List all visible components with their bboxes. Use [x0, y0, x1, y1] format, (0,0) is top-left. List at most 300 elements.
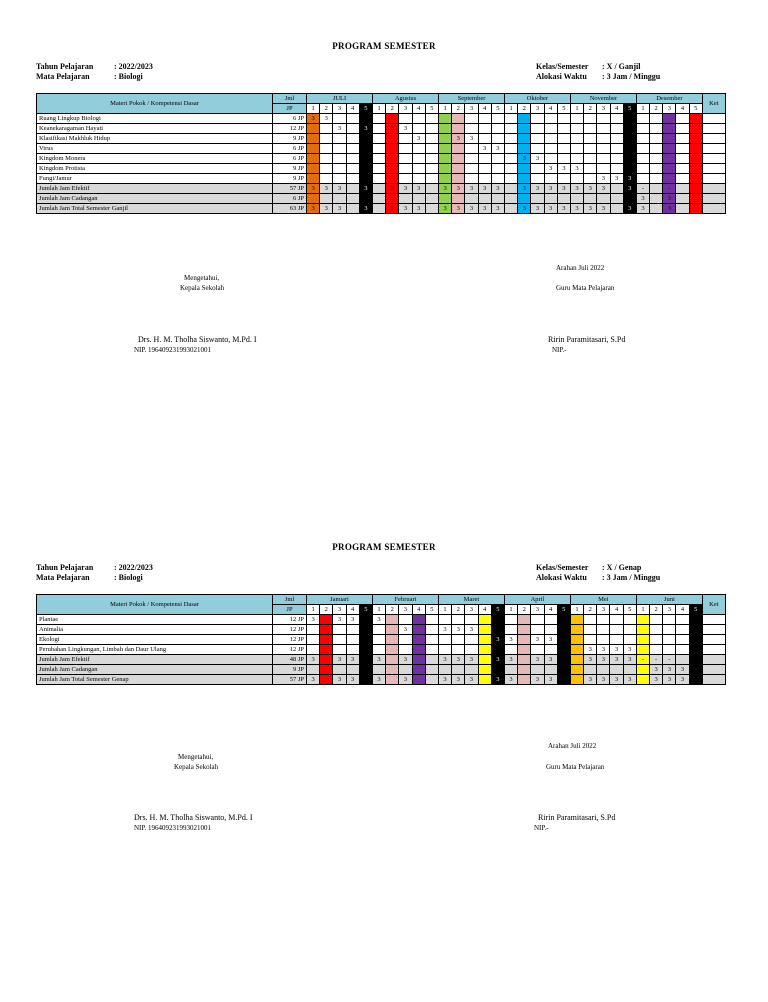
week-cell: [518, 675, 531, 685]
week-cell: 3: [307, 114, 320, 124]
guru-nip: NIP.-: [534, 824, 549, 832]
week-cell: 3: [597, 645, 610, 655]
week-cell: [320, 164, 333, 174]
week-number: 3: [663, 104, 676, 114]
ket-cell: [702, 184, 725, 194]
week-cell: [412, 114, 425, 124]
materi-cell: Jumlah Jam Total Semester Genap: [37, 675, 273, 685]
week-number: 1: [307, 104, 320, 114]
week-cell: [373, 144, 386, 154]
week-cell: 3: [544, 164, 557, 174]
week-cell: 3: [307, 675, 320, 685]
place-date: Arahan Juli 2022: [548, 742, 597, 750]
week-cell: [663, 134, 676, 144]
mata-pelajaran: [36, 72, 143, 82]
kelas-semester: [536, 62, 640, 72]
week-cell: [504, 645, 517, 655]
header-jml: Jml: [273, 94, 307, 104]
week-cell: [320, 675, 333, 685]
week-number: 5: [359, 605, 372, 615]
jp-cell: 12 JP: [273, 645, 307, 655]
week-cell: 3: [412, 184, 425, 194]
page-title: PROGRAM SEMESTER: [332, 41, 436, 51]
week-cell: 3: [359, 124, 372, 134]
week-cell: [346, 665, 359, 675]
week-cell: [623, 615, 636, 625]
week-cell: [504, 625, 517, 635]
guru-name: Ririn Paramitasari, S.Pd: [548, 335, 626, 344]
week-cell: [504, 174, 517, 184]
week-cell: [346, 144, 359, 154]
week-cell: 3: [584, 184, 597, 194]
kepsek-label: Kepala Sekolah: [180, 284, 225, 292]
table-row: [37, 134, 726, 144]
week-cell: [465, 114, 478, 124]
week-cell: [399, 635, 412, 645]
table-row: [37, 144, 726, 154]
week-number: 3: [333, 104, 346, 114]
week-cell: [438, 114, 451, 124]
week-cell: [425, 625, 438, 635]
week-cell: 3: [676, 665, 689, 675]
week-cell: [597, 114, 610, 124]
week-cell: [623, 124, 636, 134]
week-cell: [412, 154, 425, 164]
week-cell: [320, 625, 333, 635]
week-cell: [663, 144, 676, 154]
materi-cell: Fungi/Jamur: [37, 174, 273, 184]
ket-cell: [702, 665, 725, 675]
week-number: 1: [372, 605, 385, 615]
week-cell: 3: [518, 204, 531, 214]
week-number: 2: [320, 605, 333, 615]
week-number: 5: [491, 104, 504, 114]
week-cell: [399, 164, 412, 174]
week-cell: [663, 635, 676, 645]
week-cell: 3: [438, 675, 451, 685]
week-cell: 3: [518, 184, 531, 194]
week-cell: [518, 615, 531, 625]
week-cell: [359, 134, 372, 144]
week-cell: [425, 164, 438, 174]
week-cell: [491, 615, 504, 625]
mapel-value: : Biologi: [114, 72, 143, 81]
week-number: 2: [518, 605, 531, 615]
week-cell: 3: [333, 184, 346, 194]
week-cell: [689, 204, 702, 214]
week-cell: [425, 154, 438, 164]
ket-cell: [702, 164, 725, 174]
week-cell: [372, 635, 385, 645]
week-cell: 3: [399, 675, 412, 685]
week-cell: [636, 144, 649, 154]
week-number: 5: [557, 104, 570, 114]
week-number: 5: [425, 104, 438, 114]
materi-cell: Klasifikasi Makhluk Hidup: [37, 134, 273, 144]
week-cell: 3: [452, 675, 465, 685]
materi-cell: Kingdom Monera: [37, 154, 273, 164]
week-cell: 3: [597, 655, 610, 665]
week-cell: [491, 154, 504, 164]
week-cell: 3: [452, 204, 465, 214]
mengetahui: Mengetahui,: [184, 274, 220, 282]
week-cell: [504, 204, 517, 214]
week-cell: [676, 194, 689, 204]
kelas-value: : X / Genap: [602, 563, 642, 572]
week-cell: [491, 645, 504, 655]
week-cell: [650, 134, 663, 144]
week-cell: [307, 164, 320, 174]
materi-cell: Ekologi: [37, 635, 273, 645]
week-cell: [438, 174, 451, 184]
week-cell: -: [636, 184, 649, 194]
week-cell: [346, 154, 359, 164]
week-cell: 3: [438, 655, 451, 665]
week-cell: [584, 134, 597, 144]
week-cell: [689, 665, 702, 675]
week-cell: [557, 635, 570, 645]
kepsek-nip: NIP. 196409231993021001: [134, 824, 212, 832]
week-number: 1: [636, 605, 649, 615]
week-cell: [544, 134, 557, 144]
week-cell: [663, 174, 676, 184]
week-cell: [346, 114, 359, 124]
week-cell: [544, 194, 557, 204]
week-cell: [478, 675, 491, 685]
week-cell: 3: [597, 184, 610, 194]
week-cell: [650, 615, 663, 625]
guru-name: Ririn Paramitasari, S.Pd: [538, 813, 616, 822]
week-cell: [570, 635, 583, 645]
week-cell: 3: [610, 174, 623, 184]
week-cell: [452, 114, 465, 124]
jp-cell: 6 JP: [273, 114, 307, 124]
week-cell: [373, 184, 386, 194]
week-cell: [518, 655, 531, 665]
week-cell: [478, 645, 491, 655]
week-number: 2: [650, 104, 663, 114]
week-cell: [491, 114, 504, 124]
jp-cell: 12 JP: [273, 625, 307, 635]
week-cell: [478, 665, 491, 675]
schedule-table: [36, 594, 726, 685]
week-cell: -: [663, 655, 676, 665]
week-number: 1: [570, 605, 583, 615]
week-cell: 3: [676, 675, 689, 685]
tahun-label: Tahun Pelajaran: [36, 62, 94, 71]
table-row: [37, 635, 726, 645]
table-row: [37, 124, 726, 134]
week-cell: [412, 625, 425, 635]
table-row: [37, 194, 726, 204]
week-cell: [570, 124, 583, 134]
week-cell: [570, 114, 583, 124]
week-cell: [346, 124, 359, 134]
week-cell: [689, 134, 702, 144]
week-number: 5: [359, 104, 372, 114]
week-cell: [478, 174, 491, 184]
week-cell: 3: [650, 665, 663, 675]
week-cell: [597, 154, 610, 164]
week-cell: [584, 144, 597, 154]
week-cell: [386, 645, 399, 655]
week-cell: [676, 625, 689, 635]
week-cell: [689, 615, 702, 625]
week-number: 1: [504, 104, 517, 114]
week-cell: [610, 204, 623, 214]
week-cell: [544, 114, 557, 124]
month-header: Desember: [636, 94, 702, 104]
week-cell: [372, 645, 385, 655]
week-cell: [570, 174, 583, 184]
week-cell: [584, 625, 597, 635]
week-cell: 3: [465, 655, 478, 665]
week-cell: 3: [544, 184, 557, 194]
kepsek-nip: NIP. 196409231993021001: [134, 346, 212, 354]
kelas-semester: [536, 563, 641, 573]
week-cell: [438, 194, 451, 204]
month-header: November: [570, 94, 636, 104]
table-row: [37, 625, 726, 635]
week-cell: [373, 124, 386, 134]
week-cell: 3: [333, 655, 346, 665]
week-cell: [531, 174, 544, 184]
week-number: 4: [478, 104, 491, 114]
week-cell: [557, 144, 570, 154]
week-cell: [676, 154, 689, 164]
week-number: 2: [452, 605, 465, 615]
week-cell: [504, 114, 517, 124]
week-cell: 3: [346, 655, 359, 665]
week-cell: [623, 134, 636, 144]
week-cell: [570, 194, 583, 204]
week-number: 1: [570, 104, 583, 114]
week-cell: [465, 124, 478, 134]
week-cell: [346, 635, 359, 645]
week-cell: [320, 154, 333, 164]
month-header: Mei: [570, 595, 636, 605]
week-cell: [584, 194, 597, 204]
table-row: [37, 204, 726, 214]
week-cell: [544, 124, 557, 134]
materi-cell: Virus: [37, 144, 273, 154]
week-cell: [386, 194, 399, 204]
week-cell: 3: [491, 184, 504, 194]
week-cell: [373, 174, 386, 184]
week-cell: [386, 665, 399, 675]
ket-cell: [702, 655, 725, 665]
week-cell: [307, 134, 320, 144]
ket-cell: [702, 174, 725, 184]
week-cell: [544, 154, 557, 164]
week-cell: [333, 625, 346, 635]
week-cell: [689, 645, 702, 655]
week-cell: [399, 194, 412, 204]
header-jml: Jml: [273, 595, 307, 605]
week-cell: 3: [346, 615, 359, 625]
week-cell: 3: [597, 204, 610, 214]
week-cell: [650, 164, 663, 174]
week-cell: [399, 154, 412, 164]
tahun-value: : 2022/2023: [114, 62, 153, 71]
mapel-label: Mata Pelajaran: [36, 573, 90, 582]
week-cell: [307, 144, 320, 154]
week-cell: [452, 665, 465, 675]
alokasi-value: : 3 Jam / Minggu: [602, 573, 661, 582]
month-header: Juni: [636, 595, 702, 605]
week-number: 3: [597, 104, 610, 114]
week-cell: 3: [399, 124, 412, 134]
week-cell: [531, 114, 544, 124]
week-cell: [346, 625, 359, 635]
week-cell: [438, 645, 451, 655]
week-cell: [425, 675, 438, 685]
header-ket: Ket: [702, 595, 725, 615]
week-cell: [320, 615, 333, 625]
week-cell: [373, 114, 386, 124]
ket-cell: [702, 144, 725, 154]
week-cell: 3: [531, 204, 544, 214]
week-cell: [399, 615, 412, 625]
week-cell: [650, 184, 663, 194]
week-cell: 3: [478, 184, 491, 194]
week-cell: [307, 174, 320, 184]
week-cell: [610, 615, 623, 625]
week-cell: [412, 174, 425, 184]
week-number: 3: [333, 605, 346, 615]
week-number: 4: [544, 104, 557, 114]
week-cell: [438, 164, 451, 174]
week-cell: [557, 124, 570, 134]
week-cell: [557, 114, 570, 124]
table-row: [37, 675, 726, 685]
week-cell: [531, 124, 544, 134]
ket-cell: [702, 645, 725, 655]
week-cell: [425, 655, 438, 665]
week-cell: [689, 655, 702, 665]
week-cell: 3: [491, 635, 504, 645]
week-cell: [452, 164, 465, 174]
week-cell: [636, 645, 649, 655]
mata-pelajaran: [36, 573, 143, 583]
week-cell: [689, 184, 702, 194]
week-number: 4: [346, 605, 359, 615]
week-cell: [610, 665, 623, 675]
week-cell: [636, 134, 649, 144]
week-cell: [320, 134, 333, 144]
week-cell: [689, 675, 702, 685]
week-cell: [610, 164, 623, 174]
month-header: September: [438, 94, 504, 104]
week-cell: [504, 124, 517, 134]
week-cell: [320, 194, 333, 204]
week-cell: [359, 144, 372, 154]
week-cell: [333, 635, 346, 645]
week-cell: 3: [636, 204, 649, 214]
table-row: [37, 665, 726, 675]
week-number: 2: [518, 104, 531, 114]
week-cell: [636, 154, 649, 164]
week-cell: [597, 625, 610, 635]
header-ket: Ket: [702, 94, 725, 114]
jp-cell: 9 JP: [273, 174, 307, 184]
place-date: Arahan Juli 2022: [556, 264, 605, 272]
week-cell: [452, 615, 465, 625]
week-cell: [636, 675, 649, 685]
week-number: 5: [623, 104, 636, 114]
week-cell: 3: [663, 194, 676, 204]
week-cell: 3: [346, 675, 359, 685]
week-cell: [518, 645, 531, 655]
week-cell: [478, 134, 491, 144]
week-cell: 3: [570, 204, 583, 214]
week-cell: 3: [584, 675, 597, 685]
week-cell: [597, 665, 610, 675]
week-cell: [346, 204, 359, 214]
tahun-value: : 2022/2023: [114, 563, 153, 572]
week-cell: [438, 144, 451, 154]
week-cell: [373, 164, 386, 174]
week-cell: 3: [650, 675, 663, 685]
jp-cell: 9 JP: [273, 665, 307, 675]
week-cell: 3: [610, 655, 623, 665]
week-cell: [386, 635, 399, 645]
jp-cell: 57 JP: [273, 675, 307, 685]
week-cell: [478, 114, 491, 124]
week-cell: [518, 194, 531, 204]
kepsek-name: Drs. H. M. Tholha Siswanto, M.Pd. I: [138, 335, 257, 344]
week-cell: 3: [531, 635, 544, 645]
week-cell: [676, 184, 689, 194]
week-cell: [438, 635, 451, 645]
week-cell: [412, 194, 425, 204]
table-row: [37, 154, 726, 164]
week-number: 3: [399, 605, 412, 615]
week-cell: 3: [320, 204, 333, 214]
week-cell: 3: [491, 655, 504, 665]
week-cell: 3: [478, 144, 491, 154]
week-cell: [689, 635, 702, 645]
week-cell: [676, 144, 689, 154]
table-row: [37, 114, 726, 124]
week-number: 5: [557, 605, 570, 615]
week-cell: [399, 114, 412, 124]
week-cell: [320, 635, 333, 645]
week-cell: [570, 655, 583, 665]
week-number: 2: [650, 605, 663, 615]
week-cell: 3: [333, 675, 346, 685]
week-cell: [359, 665, 372, 675]
week-cell: 3: [491, 144, 504, 154]
mengetahui: Mengetahui,: [178, 753, 214, 761]
week-number: 1: [504, 605, 517, 615]
week-number: 2: [320, 104, 333, 114]
week-cell: 3: [320, 114, 333, 124]
materi-cell: Ruang Lingkup Biologi: [37, 114, 273, 124]
week-cell: 3: [491, 204, 504, 214]
week-cell: [676, 134, 689, 144]
week-cell: [650, 645, 663, 655]
week-cell: [531, 645, 544, 655]
week-cell: 3: [438, 204, 451, 214]
week-cell: [504, 194, 517, 204]
week-cell: [307, 625, 320, 635]
week-cell: [504, 184, 517, 194]
week-cell: [531, 194, 544, 204]
week-cell: 3: [623, 675, 636, 685]
week-cell: 3: [504, 675, 517, 685]
week-cell: 3: [412, 134, 425, 144]
